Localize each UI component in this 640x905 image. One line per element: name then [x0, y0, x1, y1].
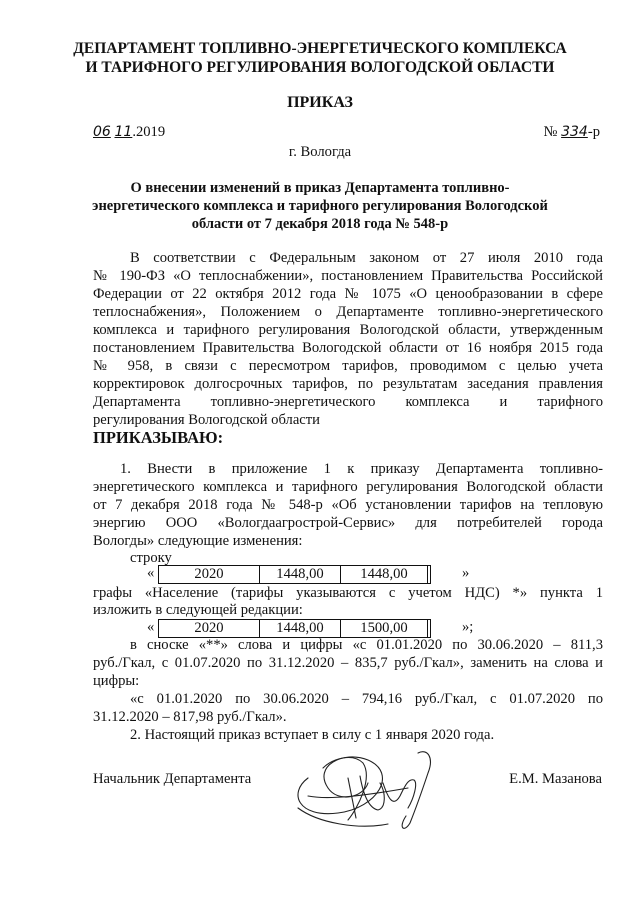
- row-new-year: 2020: [159, 620, 260, 638]
- item1-line: энергию ООО «Вологдаагрострой-Сервис» для потребителей города: [93, 515, 603, 531]
- preamble-line: корректировок долгосрочных тарифов, по результатам заседания правления: [93, 376, 603, 392]
- order-word: ПРИКАЗЫВАЮ:: [93, 428, 224, 447]
- city: г. Вологда: [288, 144, 352, 160]
- table-row: [159, 566, 431, 584]
- preamble-line: регулирования Вологодской области: [93, 412, 320, 428]
- item2: 2. Настоящий приказ вступает в силу с 1 января 2020 года.: [130, 727, 495, 743]
- preamble-line: № 958, в связи с пересмотром тарифов, проводимом с целью учета: [93, 358, 603, 374]
- item1-line: энергетического комплекса и тарифного регулирования Вологодской области: [93, 479, 603, 495]
- order-title-line: энергетического комплекса и тарифного регулирования Вологодской: [92, 198, 548, 214]
- row-label: строку: [130, 550, 172, 566]
- row-old-value2: 1448,00: [341, 566, 428, 584]
- row-old-value1: 1448,00: [260, 566, 341, 584]
- row-new-table: [158, 619, 431, 638]
- preamble-line: теплоснабжения», Положением о Департаменте топливно-энергетического: [93, 304, 603, 320]
- department-name-line2: И ТАРИФНОГО РЕГУЛИРОВАНИЯ ВОЛОГОДСКОЙ ОБЛАСТИ: [85, 59, 555, 76]
- doc-type: ПРИКАЗ: [287, 94, 353, 111]
- row-old-year: 2020: [159, 566, 260, 584]
- department-name-line1: ДЕПАРТАМЕНТ ТОПЛИВНО-ЭНЕРГЕТИЧЕСКОГО КОМПЛЕКСА: [73, 40, 567, 57]
- date-day: 06: [93, 124, 111, 140]
- mid-text-line: графы «Население (тарифы указываются с учетом НДС) *» пункта 1: [93, 585, 603, 601]
- order-number: [544, 124, 601, 141]
- signature-name: Е.М. Мазанова: [509, 771, 602, 787]
- row-new-open-quote: «: [147, 619, 155, 635]
- order-date: [93, 124, 165, 141]
- order-title-line: области от 7 декабря 2018 года № 548-р: [191, 216, 449, 232]
- preamble-line: В соответствии с Федеральным законом от 27 июля 2010 года: [130, 250, 603, 266]
- mid-text-line: изложить в следующей редакции:: [93, 602, 303, 618]
- item1-line: от 7 декабря 2018 года № 548-р «Об установлении тарифов на тепловую: [93, 497, 603, 513]
- number-prefix: №: [543, 124, 558, 140]
- number-suffix: -р: [587, 124, 600, 140]
- row-old-spacer: [428, 566, 431, 584]
- table-row: [159, 620, 431, 638]
- handwritten-signature: [268, 738, 458, 838]
- order-title-line: О внесении изменений в приказ Департамента топливно-: [130, 180, 510, 196]
- footnote-line: в сноске «**» слова и цифры «с 01.01.2020 по 30.06.2020 – 811,3: [130, 637, 603, 653]
- preamble-line: постановлением Правительства Вологодской области от 16 ноября 2015 года: [93, 340, 603, 356]
- footnote-line: цифры:: [93, 673, 140, 689]
- footnote-line: руб./Гкал, с 01.07.2020 по 31.12.2020 – 835,7 руб./Гкал», заменить на слова и: [93, 655, 603, 671]
- row-old-open-quote: «: [147, 565, 155, 581]
- item1-line: 1. Внести в приложение 1 к приказу Департамента топливно-: [120, 461, 603, 477]
- preamble-line: комплекса и тарифного регулирования Вологодской области, утвержденным: [93, 322, 603, 338]
- date-year: .2019: [132, 124, 166, 140]
- date-month: 11: [114, 124, 133, 140]
- signature-position: Начальник Департамента: [93, 771, 252, 787]
- row-new-value2: 1500,00: [341, 620, 428, 638]
- row-new-spacer: [428, 620, 431, 638]
- row-new-value1: 1448,00: [260, 620, 341, 638]
- row-new-close-quote: »;: [462, 619, 474, 635]
- preamble-line: Департамента топливно-энергетического комплекса и тарифного: [93, 394, 603, 410]
- row-old-close-quote: »: [462, 565, 470, 581]
- number-value: 334: [561, 124, 588, 140]
- preamble-line: Федерации от 22 октября 2012 года № 1075 «О ценообразовании в сфере: [93, 286, 603, 302]
- quote-line: «с 01.01.2020 по 30.06.2020 – 794,16 руб./Гкал, с 01.07.2020 по: [130, 691, 603, 707]
- quote-line: 31.12.2020 – 817,98 руб./Гкал».: [93, 709, 287, 725]
- row-old-table: [158, 565, 431, 584]
- item1-line: Вологды» следующие изменения:: [93, 533, 303, 549]
- preamble-line: № 190-ФЗ «О теплоснабжении», постановлением Правительства Российской: [93, 268, 603, 284]
